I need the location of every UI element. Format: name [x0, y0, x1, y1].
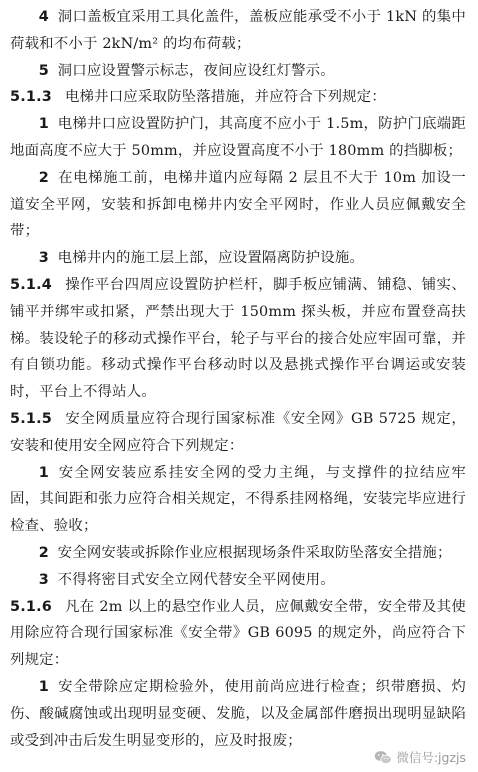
clause-5-1-6: [10, 594, 466, 674]
item-text: 不得将密目式安全立网代替安全平网使用。: [57, 571, 335, 588]
paragraph-item-1: [10, 460, 466, 540]
clause-number: 5.1.6: [10, 598, 52, 615]
wechat-icon: [374, 750, 392, 765]
paragraph-item-3: [10, 567, 466, 594]
clause-text: 凡在 2m 以上的悬空作业人员，应佩戴安全带，安全带及其使用除应符合现行国家标准《安全带》GB 6095 的规定外，尚应符合下列规定：: [10, 598, 466, 669]
item-text: 安全网安装应系挂安全网的受力主绳，与支撑件的拉结应牢固，其间距和张力应符合相关规定，不得系挂网格绳，安装完毕应进行检查、验收；: [10, 464, 466, 535]
clause-5-1-4: [10, 272, 466, 406]
item-number: 2: [38, 544, 50, 561]
clause-text: 安全网质量应符合现行国家标准《安全网》GB 5725 规定，安装和使用安全网应符合下列规定：: [10, 410, 466, 454]
item-number: 3: [38, 571, 50, 588]
clause-text: 操作平台四周应设置防护栏杆，脚手板应铺满、铺稳、铺实、铺平并绑牢或扣紧，严禁出现大于 150mm 探头板，并应布置登高扶梯。装设轮子的移动式操作平台，轮子与平台的接合处应牢固可靠，并有自锁功能。移动式操作平台移动时以及悬挑式操作平台调运或安装时，平台上不得站人。: [10, 276, 466, 401]
item-text: 洞口盖板宜采用工具化盖件，盖板应能承受不小于 1kN 的集中荷载和不小于 2kN/m² 的均布荷载；: [10, 9, 466, 52]
clause-number: 5.1.4: [10, 276, 52, 293]
item-number: 4: [38, 9, 50, 25]
paragraph-item-1: [10, 111, 466, 165]
wechat-watermark: [374, 748, 466, 766]
item-number: 5: [38, 62, 50, 79]
clause-text: 电梯井口应采取防坠落措施，并应符合下列规定：: [64, 89, 386, 106]
item-number: 1: [38, 116, 50, 133]
clause-number: 5.1.5: [10, 410, 52, 427]
item-number: 1: [38, 678, 50, 695]
clause-number: 5.1.3: [10, 89, 52, 106]
item-text: 洞口应设置警示标志，夜间应设红灯警示。: [57, 62, 335, 79]
item-text: 电梯井口应设置防护门，其高度不应小于 1.5m，防护门底端距地面高度不应大于 50mm，并应设置高度不小于 180mm 的挡脚板；: [10, 116, 466, 159]
clause-5-1-3: [10, 84, 466, 111]
item-text: 安全带除应定期检验外，使用前尚应进行检查；织带磨损、灼伤、酸碱腐蚀或出现明显变硬、发脆，以及金属部件磨损出现明显缺陷或受到冲击后发生明显变形的，应及时报废；: [10, 678, 466, 749]
item-number: 2: [38, 169, 50, 186]
paragraph-item-1: [10, 674, 466, 754]
paragraph-item-2: [10, 540, 466, 567]
item-text: 电梯井内的施工层上部，应设置隔离防护设施。: [57, 250, 365, 267]
item-number: 1: [38, 464, 50, 481]
item-number: 3: [38, 250, 50, 267]
watermark-text: 微信号:jgzjs: [396, 750, 466, 765]
document-body: [10, 4, 466, 754]
item-text: 在电梯施工前，电梯井道内应每隔 2 层且不大于 10m 加设一道安全平网，安装和拆卸电梯井内安全平网时，作业人员应佩戴安全带；: [10, 169, 466, 240]
paragraph-item-2: [10, 165, 466, 245]
paragraph-item-5: [10, 58, 466, 85]
clause-5-1-5: [10, 406, 466, 460]
paragraph-item-3: [10, 245, 466, 272]
paragraph-item-4: [10, 4, 466, 58]
item-text: 安全网安装或拆除作业应根据现场条件采取防坠落安全措施；: [57, 544, 452, 561]
